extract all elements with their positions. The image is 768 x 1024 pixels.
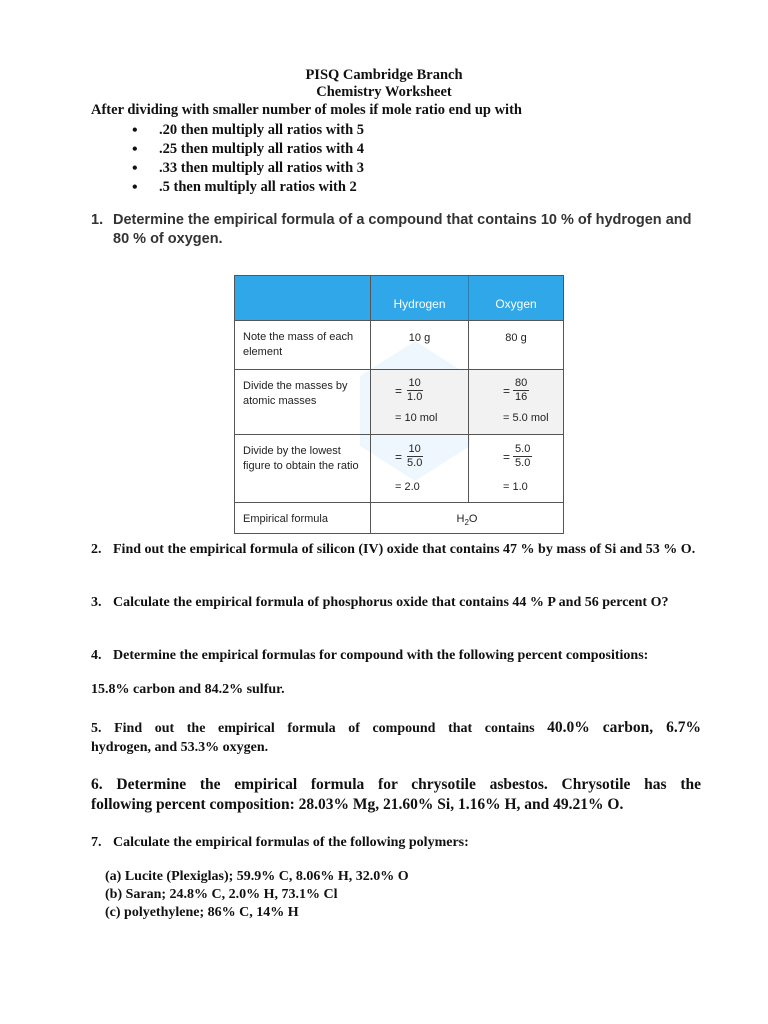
question-4-detail: 15.8% carbon and 84.2% sulfur. (91, 682, 285, 697)
rule-item: • .33 then multiply all ratios with 3 (132, 159, 364, 178)
table-row-ratio (235, 434, 563, 502)
polymer-list (105, 868, 409, 922)
row-label: Empirical formula (243, 513, 328, 525)
column-header-oxygen: Oxygen (495, 297, 537, 311)
oxygen-ratio: = 1.0 (503, 481, 528, 493)
hydrogen-ratio-division: = $\frac{10}{5.0}$ (395, 443, 423, 469)
hydrogen-moles: = 10 mol (395, 412, 438, 424)
hydrogen-division: = $\frac{10}{1.0}$ (395, 377, 423, 403)
intro-text: After dividing with smaller number of moles if mole ratio end up with (91, 102, 522, 118)
rule-item: • .5 then multiply all ratios with 2 (132, 178, 364, 197)
row-label: Divide the masses by atomic masses (243, 380, 348, 407)
question-3: 3. Calculate the empirical formula of phosphorus oxide that contains 44 % P and 56 percent O? (91, 593, 701, 612)
school-title: PISQ Cambridge Branch (305, 67, 463, 83)
row-label: Note the mass of each element (243, 331, 354, 358)
column-header-hydrogen: Hydrogen (393, 297, 446, 311)
empirical-formula-value: $H_2O$ (456, 513, 478, 528)
question-2: 2. Find out the empirical formula of silicon (IV) oxide that contains 47 % by mass of Si and 53 % O. (91, 540, 701, 559)
rule-item: • .20 then multiply all ratios with 5 (132, 121, 364, 140)
question-1 (91, 211, 711, 249)
hydrogen-ratio: = 2.0 (395, 481, 420, 493)
oxygen-moles: = 5.0 mol (503, 412, 549, 424)
question-6: 6. Determine the empirical formula for chrysotile asbestos. Chrysotile has the following percent composition: 28.03% Mg, 21.60% Si, 1.16% H, and 49.21% O. (91, 776, 701, 813)
table-row-mass (235, 320, 563, 369)
question-text: Calculate the empirical formulas of the following polymers: (113, 835, 469, 850)
row-label: Divide by the lowest figure to obtain the ratio (243, 445, 359, 472)
question-number: 1. (91, 212, 104, 228)
question-4: 4. Determine the empirical formulas for compound with the following percent compositions: (91, 646, 701, 665)
question-text: Calculate the empirical formula of phosphorus oxide that contains 44 % P and 56 percent O? (113, 595, 669, 610)
question-text: Find out the empirical formula of silicon (IV) oxide that contains 47 % by mass of Si and 53 % O. (113, 542, 696, 557)
multiplier-rules (132, 121, 364, 197)
table-row-empirical-formula (235, 502, 563, 533)
question-5: 5. Find out the empirical formula of compound that contains 40.0% carbon, 6.7% hydrogen, and 53.3% oxygen. (91, 719, 701, 755)
list-item: (c) polyethylene; 86% C, 14% H (105, 905, 299, 920)
worksheet-title: Chemistry Worksheet (316, 84, 452, 100)
question-text: Determine the empirical formula of a compound that contains 10 % of hydrogen and 80 % of oxygen. (113, 212, 692, 247)
oxygen-division: = $\frac{80}{16}$ (503, 377, 528, 403)
question-7: 7. Calculate the empirical formulas of the following polymers: (91, 833, 701, 852)
table-row-moles (235, 369, 563, 434)
oxygen-ratio-division: = $\frac{5.0}{5.0}$ (503, 443, 531, 469)
list-item: (b) Saran; 24.8% C, 2.0% H, 73.1% Cl (105, 887, 338, 902)
table-header-row (235, 276, 563, 320)
oxygen-mass: 80 g (505, 332, 527, 344)
hydrogen-mass: 10 g (408, 332, 431, 344)
worked-example-table (234, 275, 564, 534)
question-text: Determine the empirical formulas for compound with the following percent compositions: (113, 648, 649, 663)
list-item: (a) Lucite (Plexiglas); 59.9% C, 8.06% H, 32.0% O (105, 869, 409, 884)
rule-item: • .25 then multiply all ratios with 4 (132, 140, 364, 159)
